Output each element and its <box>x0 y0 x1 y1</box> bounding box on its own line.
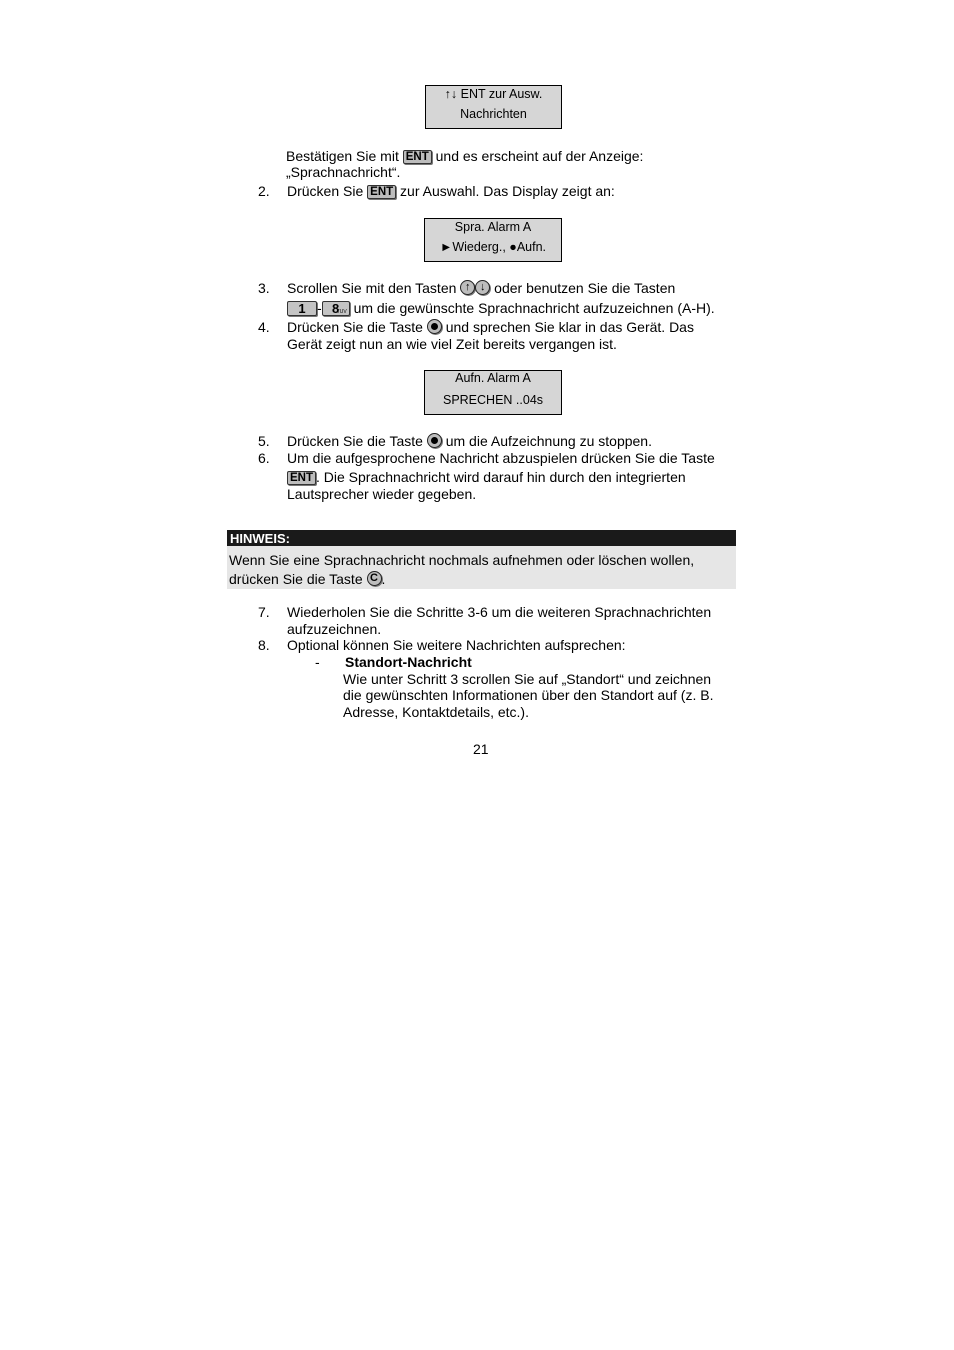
step-3-text-a: Scrollen Sie mit den Tasten <box>287 280 457 296</box>
sub-item-line-3: Adresse, Kontaktdetails, etc.). <box>343 704 529 720</box>
step-6-number: 6. <box>258 450 270 466</box>
note-text-a: drücken Sie die Taste <box>229 571 363 587</box>
ent-key-icon: ENT <box>287 471 316 485</box>
step-4-text-1 <box>287 319 694 336</box>
clear-key-icon: C <box>367 571 382 586</box>
page-number: 21 <box>473 741 489 757</box>
ent-key-icon: ENT <box>367 185 396 199</box>
step-2-text-a: Drücken Sie <box>287 183 364 199</box>
note-header <box>227 530 736 546</box>
sub-item-title: Standort-Nachricht <box>345 654 472 670</box>
step-7-text-1: Wiederholen Sie die Schritte 3-6 um die weiteren Sprachnachrichten <box>287 604 712 620</box>
step-2-text-b: zur Auswahl. Das Display zeigt an: <box>400 183 615 199</box>
note-text-b: . <box>381 571 386 587</box>
lcd-display-alarm-select <box>424 218 562 262</box>
step-4-number: 4. <box>258 319 270 335</box>
step-4-text-2: Gerät zeigt nun an wie viel Zeit bereits vergangen ist. <box>287 336 617 352</box>
sub-item-line-2: die gewünschten Informationen über den Standort auf (z. B. <box>343 687 714 703</box>
step-2-number: 2. <box>258 183 270 199</box>
intro-text-a: Bestätigen Sie mit <box>286 148 399 164</box>
intro-line-1 <box>286 148 643 165</box>
step-5-text-a: Drücken Sie die Taste <box>287 433 423 449</box>
note-title: HINWEIS: <box>230 531 290 546</box>
step-2-text <box>287 183 615 200</box>
key-8-icon: 8 TUV <box>322 301 350 316</box>
sub-item-line-1: Wie unter Schritt 3 scrollen Sie auf „Standort“ und zeichnen <box>343 671 712 687</box>
record-key-icon <box>427 433 442 448</box>
step-6-text-1: Um die aufgesprochene Nachricht abzuspielen drücken Sie die Taste <box>287 450 715 466</box>
step-6-text-b: . Die Sprachnachricht wird darauf hin durch den integrierten <box>316 469 686 485</box>
arrow-up-key-icon: ↑ <box>460 280 475 295</box>
lcd-display-menu <box>425 85 562 129</box>
note-line-2 <box>229 571 385 588</box>
step-5-number: 5. <box>258 433 270 449</box>
step-6-text-2 <box>287 469 686 486</box>
step-4-text-b: und sprechen Sie klar in das Gerät. Das <box>445 319 694 335</box>
step-3-text-b: oder benutzen Sie die Tasten <box>494 280 676 296</box>
step-5-text-b: um die Aufzeichnung zu stoppen. <box>445 433 652 449</box>
step-3-number: 3. <box>258 280 270 296</box>
step-8-number: 8. <box>258 637 270 653</box>
lcd-line-2: SPRECHEN ..04s <box>442 393 544 407</box>
step-3-text-c: um die gewünschte Sprachnachricht aufzuzeichnen (A-H). <box>353 300 715 316</box>
step-3-text-1 <box>287 280 675 297</box>
note-line-1: Wenn Sie eine Sprachnachricht nochmals aufnehmen oder löschen wollen, <box>229 552 695 568</box>
ent-key-icon: ENT <box>403 150 432 164</box>
lcd-line-2: Nachrichten <box>460 107 527 121</box>
note-box <box>227 546 736 589</box>
lcd-line-1: ↑↓ ENT zur Ausw. <box>444 87 543 101</box>
intro-text-b: und es erscheint auf der Anzeige: <box>435 148 644 164</box>
record-key-icon <box>427 319 442 334</box>
step-6-text-3: Lautsprecher wieder gegeben. <box>287 486 477 502</box>
step-4-text-a: Drücken Sie die Taste <box>287 319 423 335</box>
step-7-text-2: aufzuzeichnen. <box>287 621 382 637</box>
step-5-text <box>287 433 652 450</box>
step-3-text-2 <box>287 300 715 317</box>
step-8-text: Optional können Sie weitere Nachrichten aufsprechen: <box>287 637 626 653</box>
lcd-line-1: Aufn. Alarm A <box>455 371 531 385</box>
step-7-number: 7. <box>258 604 270 620</box>
intro-line-2: „Sprachnachricht“. <box>286 164 401 180</box>
key-1-icon: 1 <box>287 301 317 316</box>
key-range-dash: - <box>317 300 322 316</box>
lcd-line-1: Spra. Alarm A <box>454 220 532 234</box>
arrow-down-key-icon: ↓ <box>475 280 490 295</box>
lcd-display-recording <box>424 370 562 415</box>
lcd-line-2: ►Wiederg., ●Aufn. <box>439 240 547 254</box>
sub-item-dash: - <box>315 654 320 670</box>
